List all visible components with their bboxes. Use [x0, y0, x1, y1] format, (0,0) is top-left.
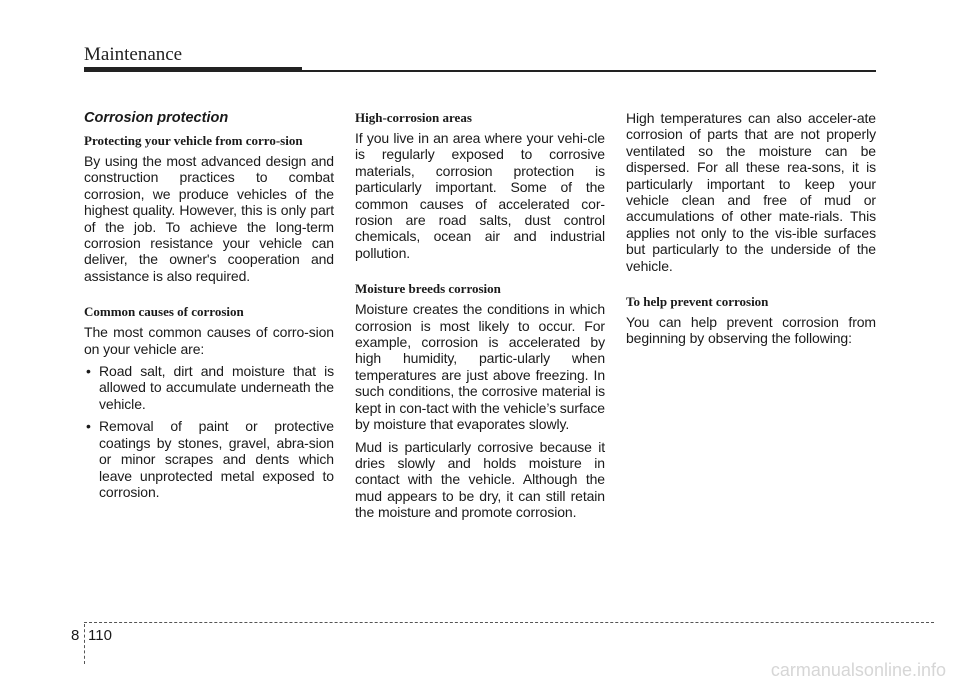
bullet-dot-icon: •	[86, 363, 91, 380]
paragraph-high-corrosion: If you live in an area where your vehi-cle is regularly exposed to corrosive materials, corrosion protection is particularly important. Some of the common causes of accelerated cor-rosion are road salts, dust control chemicals, ocean air and industrial pollution.	[355, 130, 605, 261]
paragraph-help-prevent: You can help prevent corrosion from beginning by observing the following:	[626, 314, 876, 347]
paragraph-protecting: By using the most advanced design and construction practices to combat corrosion, we produce vehicles of the highest quality. However, this is only part of the job. To achieve the long-term corrosion resistance your vehicle can deliver, the owner's cooperation and assistance is also required.	[84, 153, 334, 284]
column-3	[626, 110, 876, 353]
subheading-high-corrosion-areas: High-corrosion areas	[355, 110, 472, 125]
header-rule-thick	[84, 67, 302, 72]
page-header-title: Maintenance	[84, 44, 183, 65]
list-item: • Road salt, dirt and moisture that is allowed to accumulate underneath the vehicle.	[86, 363, 334, 412]
subheading-protecting-vehicle: Protecting your vehicle from corro-sion	[84, 133, 303, 148]
paragraph-common-causes: The most common causes of corro-sion on your vehicle are:	[84, 324, 334, 357]
column-2	[355, 110, 605, 527]
watermark: carmanualsonline.info	[770, 660, 946, 680]
list-item: • Removal of paint or protective coatings by stones, gravel, abra-sion or minor scrapes and dents which leave unprotected metal exposed to corrosion.	[86, 418, 334, 500]
bullet-dot-icon: •	[86, 418, 91, 435]
page-number: 110	[88, 627, 112, 644]
subheading-common-causes: Common causes of corrosion	[84, 304, 244, 320]
chapter-number: 8	[71, 627, 80, 644]
footer-rule	[84, 622, 934, 623]
causes-list	[84, 363, 334, 500]
column-1	[84, 110, 334, 506]
subheading-moisture: Moisture breeds corrosion	[355, 281, 501, 297]
footer-divider	[84, 624, 85, 664]
paragraph-moisture-1: Moisture creates the conditions in which corrosion is most likely to occur. For example, corrosion is accelerated by high humidity, partic-ularly when temperatures are just above freezing. In such conditions, the corrosive material is kept in con-tact with the vehicle’s surface by moisture that evaporates slowly.	[355, 301, 605, 433]
section-title-corrosion-protection: Corrosion protection	[84, 110, 229, 126]
header-rule-thin	[302, 70, 876, 72]
paragraph-high-temperatures: High temperatures can also acceler-ate corrosion of parts that are not properly ventilated so the moisture can be dispersed. For all these rea-sons, it is particularly important to keep your vehicle clean and free of mud or accumulations of other mate-rials. This applies not only to the vis-ible surfaces but particularly to the underside of the vehicle.	[626, 110, 876, 274]
subheading-help-prevent: To help prevent corrosion	[626, 294, 769, 310]
paragraph-moisture-2: Mud is particularly corrosive because it dries slowly and holds moisture in contact with the vehicle. Although the mud appears to be dry, it can still retain the moisture and promote corrosion.	[355, 438, 605, 521]
